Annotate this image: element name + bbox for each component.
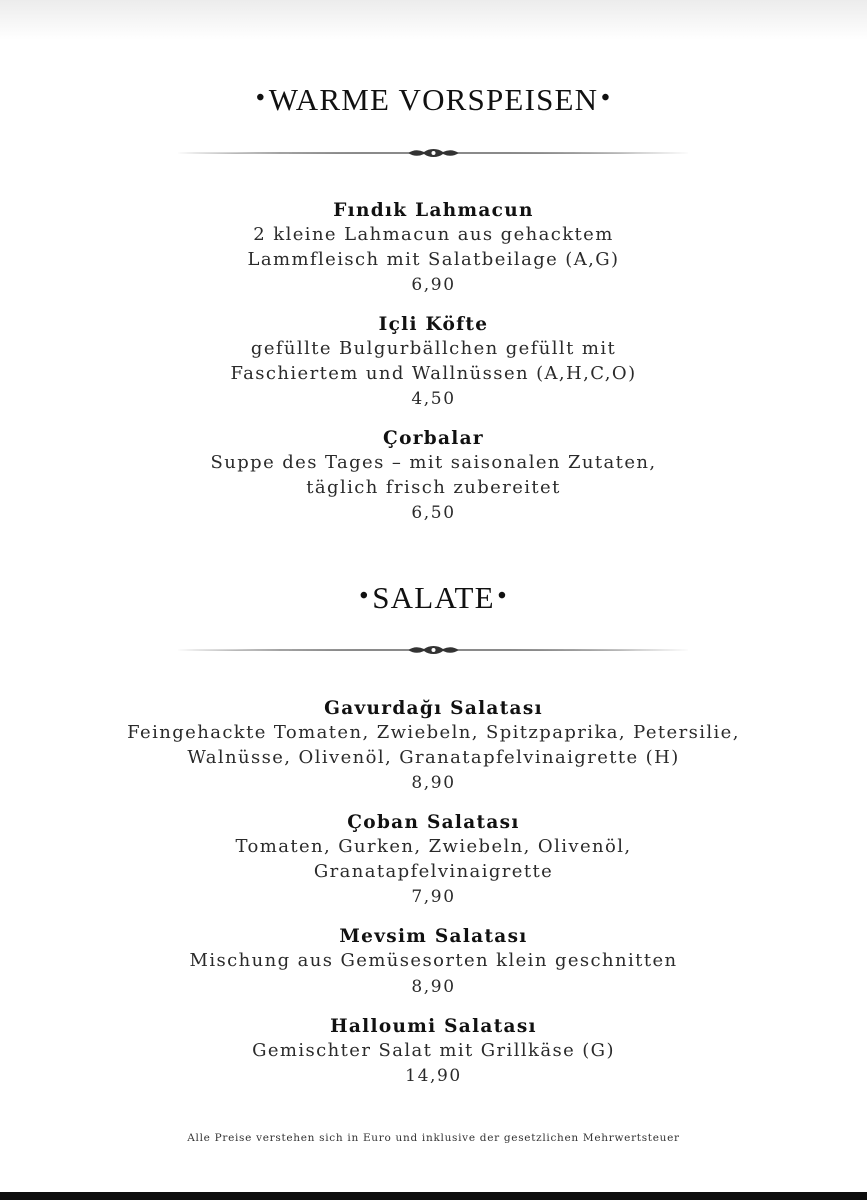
item-name: Fındık Lahmacun — [333, 200, 534, 221]
item-description: Suppe des Tages – mit saisonalen Zutaten, — [210, 452, 657, 473]
item-price: 6,50 — [411, 503, 456, 523]
item-description: Granatapfelvinaigrette — [313, 860, 554, 882]
item-description: 2 kleine Lahmacun aus gehacktem — [253, 224, 614, 245]
section-title-text: WARME VORSPEISEN — [268, 82, 599, 117]
bullet-dot-icon: • — [601, 85, 611, 111]
item-price: 6,90 — [411, 275, 456, 295]
item-name: Mevsim Salatası — [339, 926, 528, 947]
item-price: 7,90 — [411, 887, 456, 907]
section-warme-vorspeisen — [0, 199, 867, 541]
menu-item — [0, 1015, 867, 1090]
item-description: Gemischter Salat mit Grillkäse (G) — [252, 1039, 615, 1061]
item-name: Çoban Salatası — [347, 812, 520, 833]
item-name: Çorbalar — [383, 428, 484, 449]
ornament-divider-icon — [176, 145, 691, 161]
item-name: Içli Köfte — [378, 314, 489, 335]
menu-item — [0, 811, 867, 910]
item-price: 4,50 — [411, 389, 456, 409]
section-title-warme-vorspeisen — [0, 82, 867, 118]
price-footnote: Alle Preise verstehen sich in Euro und inklusive der gesetzlichen Mehrwertsteuer — [187, 1132, 680, 1144]
section-title-salate — [0, 580, 867, 616]
item-description: Walnüsse, Olivenöl, Granatapfelvinaigrette (H) — [187, 746, 680, 768]
item-description: Mischung aus Gemüsesorten klein geschnitten — [189, 950, 678, 971]
item-description: gefüllte Bulgurbällchen gefüllt mit — [250, 338, 617, 359]
section-title-text: SALATE — [372, 580, 495, 615]
item-price: 8,90 — [411, 976, 456, 997]
item-description: Faschiertem und Wallnüssen (A,H,C,O) — [230, 362, 637, 384]
bullet-dot-icon: • — [497, 583, 508, 609]
menu-item — [0, 199, 867, 298]
section-salate — [0, 697, 867, 1104]
item-description: täglich frisch zubereitet — [306, 476, 561, 498]
item-name: Gavurdağı Salatası — [324, 698, 543, 719]
bullet-dot-icon: • — [256, 85, 266, 111]
bullet-dot-icon: • — [359, 583, 370, 609]
bottom-bar — [0, 1192, 867, 1200]
menu-item — [0, 313, 867, 412]
item-price: 14,90 — [405, 1066, 462, 1086]
item-description: Feingehackte Tomaten, Zwiebeln, Spitzpaprika, Petersilie, — [127, 722, 740, 743]
ornament-divider-icon — [176, 642, 691, 658]
menu-item — [0, 427, 867, 526]
item-description: Tomaten, Gurken, Zwiebeln, Olivenöl, — [235, 836, 632, 857]
item-description: Lammfleisch mit Salatbeilage (A,G) — [247, 248, 620, 270]
item-name: Halloumi Salatası — [330, 1015, 537, 1037]
menu-item — [0, 697, 867, 796]
menu-item — [0, 925, 867, 1000]
top-shade — [0, 0, 867, 40]
item-price: 8,90 — [411, 773, 456, 793]
